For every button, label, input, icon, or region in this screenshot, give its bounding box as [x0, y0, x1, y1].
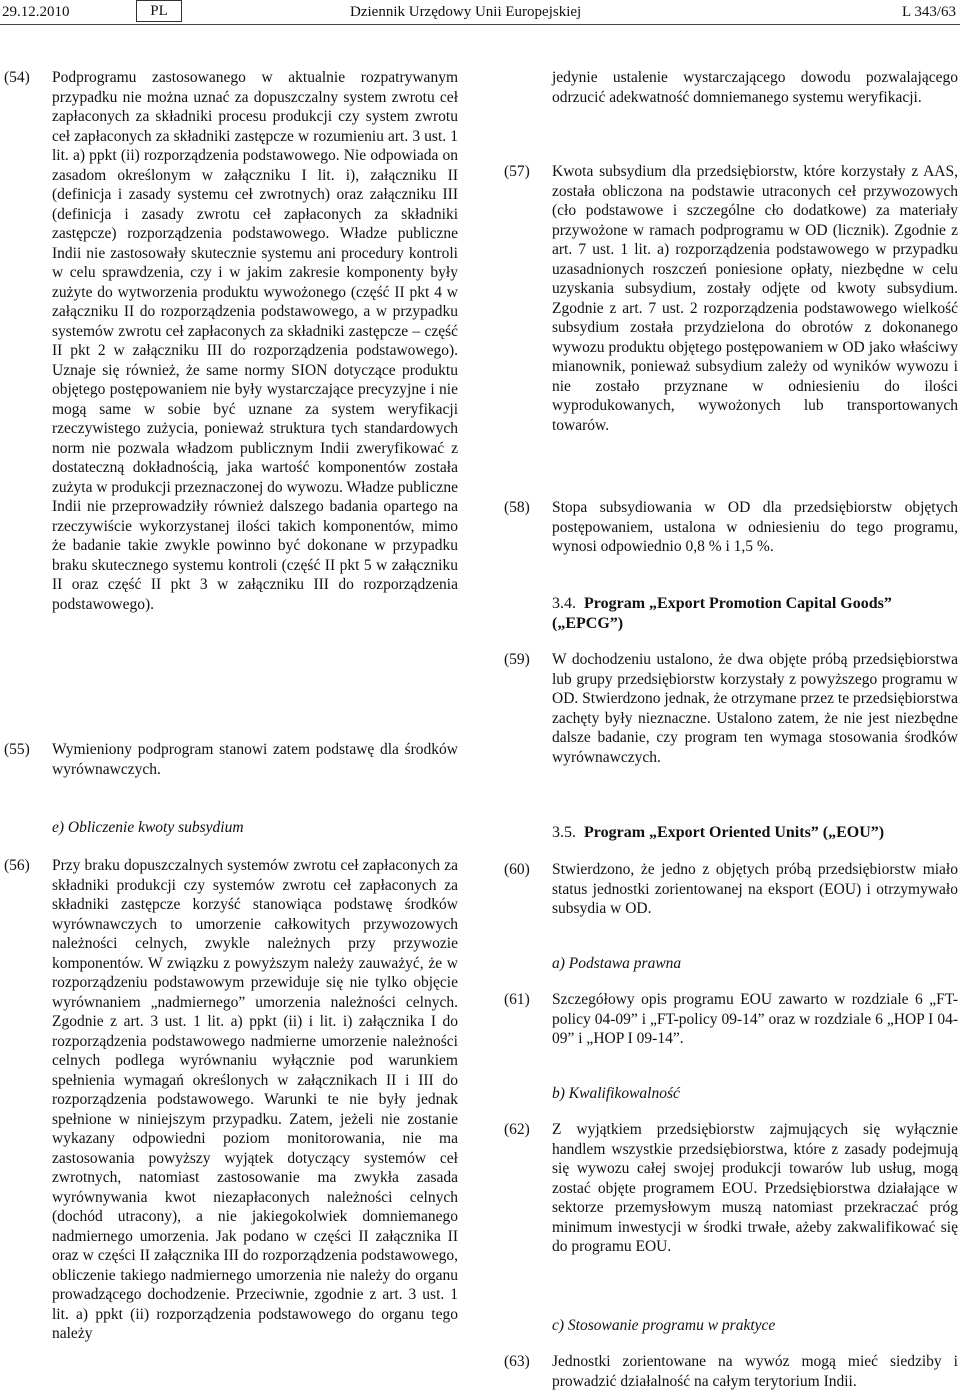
paragraph-number: (62): [504, 1121, 530, 1138]
subheading-calculation: e) Obliczenie kwoty subsydium: [52, 819, 244, 836]
paragraph-text: Stwierdzono, że jedno z objętych próbą przedsiębiorstw miało status jednostki zorientowanej na eksport (EOU) i otrzymywało subsydia w OD.: [552, 861, 958, 917]
paragraph-text: Przy braku dopuszczalnych systemów zwrotu ceł zapłaconych za składniki produkcji czy systemów zwrotu ceł zapłaconych za składniki zastępcze korzyść stanowiąca podstawę środków wyrównawczych to umorzenie całkowitych przywozowych należności celnych, zwykle należnych przy przywozie komponentów. W związku z powyższym należy zauważyć, że w rozporządzeniu podstawowym przewiduje się nie tylko objęcie wyrównaniem „nadmiernego” umorzenia należności celnych. Zgodnie z art. 3 ust. 1 lit. a) ppkt (ii) i lit. i) załącznika I do rozporządzenia podstawowego nadmierne umorzenie należności celnych podlega wyrównaniu wyłącznie pod warunkiem spełnienia wymagań określonych w załącznikach II i III do rozporządzenia podstawowego. Warunki te nie były jednak spełnione w niniejszym przypadku. Zatem, jeżeli nie zostanie wykazany odpowiedni poziom monitorowania, nie ma zastosowania powyższy wyjątek dotyczący systemów ceł zwrotnych, natomiast zastosowanie ma zwykła zasada wyrównywania kwot niezapłaconych należności celnych (dochód utracony), a nie jakiegokolwiek domniemanego nadmiernego umorzenia. Jak podano w części II załącznika II oraz w części II załącznika III do rozporządzenia podstawowego, obliczenie takiego nadmiernego umorzenia nie należy do organu prowadzącego dochodzenie. Przeciwnie, zgodnie z art. 3 ust. 1 lit. a) ppkt (ii) rozporządzenia podstawowego do organu tego należy: [52, 857, 458, 1342]
subheading-application: c) Stosowanie programu w praktyce: [552, 1317, 776, 1334]
paragraph-text: Z wyjątkiem przedsiębiorstw zajmujących się wyłącznie handlem wszystkie przedsiębiorstwa, które z zasady podejmują się wywozu całej swojej produkcji towarów lub usług, mogą zostać objęte programem EOU. Przedsiębiorstwa działające w sektorze przemysłowym muszą natomiast przekraczać próg minimum inwestycji w środki trwałe, ażeby zakwalifikować się do programu EOU.: [552, 1121, 958, 1255]
section-heading-3-5: 3.5. Program „Export Oriented Units” („EOU”): [552, 824, 885, 841]
paragraph-number: (63): [504, 1353, 530, 1370]
page-header: [0, 0, 960, 24]
language-badge: PL: [136, 0, 182, 22]
subheading-legal-basis: a) Podstawa prawna: [552, 955, 682, 972]
paragraph-text: Stopa subsydiowania w OD dla przedsiębiorstw objętych postępowaniem, ustalona w odniesieniu do tego programu, wynosi odpowiednio 0,8 % i 1,5 %.: [552, 499, 958, 555]
paragraph-text: jedynie ustalenie wystarczającego dowodu pozwalającego odrzucić adekwatność domniemanego systemu weryfikacji.: [552, 69, 958, 106]
paragraph-number: (56): [4, 857, 30, 874]
page-number: L 343/63: [901, 4, 956, 20]
header-divider: [0, 24, 960, 25]
paragraph-text: Jednostki zorientowane na wywóz mogą mieć siedziby i prowadzić działalność na całym terytorium Indii.: [552, 1353, 958, 1390]
paragraph-text: Wymieniony podprogram stanowi zatem podstawę dla środków wyrównawczych.: [52, 741, 458, 778]
paragraph-number: (60): [504, 861, 530, 878]
paragraph-number: (59): [504, 651, 530, 668]
paragraph-number: (55): [4, 741, 30, 758]
journal-title: Dziennik Urzędowy Unii Europejskiej: [350, 4, 582, 20]
paragraph-text: Kwota subsydium dla przedsiębiorstw, które korzystały z AAS, została obliczona na podstawie utraconych ceł przywozowych (cło podstawowe i szczególne cło dodatkowe) za materiały przywożone w ramach podprogramu w OD (licznik). Zgodnie z art. 7 ust. 1 lit. a) rozporządzenia podstawowego w przypadku uzasadnionych roszczeń poniesione opłaty, niezbędne w celu uzyskania subsydium, zostały odjęte od kwoty subsydium. Zgodnie z art. 7 ust. 2 rozporządzenia podstawowego wielkość subsydium została przydzielona do obrotów z dokonanego wywozu produktu objętego postępowaniem w OD jako właściwy mianownik, ponieważ subsydium zależy od wyników wywozu i nie zostało przyznane w odniesieniu do ilości wyprodukowanych, wywożonych lub transportowanych towarów.: [552, 163, 958, 434]
publication-date: 29.12.2010: [2, 4, 70, 20]
paragraph-number: (54): [4, 69, 30, 86]
paragraph-text: Podprogramu zastosowanego w aktualnie rozpatrywanym przypadku nie można uznać za dopuszczalny system zwrotu ceł zapłaconych za składniki procesu produkcji czy system zwrotu ceł zapłaconych za składniki zastępcze w rozumieniu art. 3 ust. 1 lit. a) ppkt (ii) rozporządzenia podstawowego. Nie odpowiada on zasadom określonym w załączniku I lit. i), załączniku II (definicja i zasady systemu ceł zwrotnych) oraz załączniku III (definicja i zasady zwrotu ceł zapłaconych za składniki zastępcze) rozporządzenia podstawowego. Władze publiczne Indii nie zastosowały skutecznie systemu ani procedury kontroli w celu sprawdzenia, czy i w jakim zakresie komponenty były zużyte do wytworzenia produktu wywożonego (część II pkt 4 w załączniku II do rozporządzenia podstawowego, a w przypadku systemów zwrotu ceł zapłaconych za składniki zastępcze – część II pkt 2 w załączniku III do rozporządzenia podstawowego). Uznaje się również, że same normy SION dotyczące produktu objętego postępowaniem nie były wystarczające precyzyjne i nie mogą same w sobie być uznane za system weryfikacji rzeczywistego zużycia, ponieważ struktura tych standardowych norm nie pozwala władzom publicznym Indii zweryfikować z dostateczną dokładnością, jaka wartość komponentów została zużyta w produkcji przeznaczonej do wywozu. Władze publiczne Indii nie przeprowadziły również dalszego badania opartego na rzeczywiście wykorzystanej ilości takich komponentów, mimo że badanie takie zwykle powinno być dokonane w przypadku braku skutecznego systemu kontroli (część II pkt 5 w załączniku II oraz część II pkt 3 w załączniku III do rozporządzenia podstawowego).: [52, 69, 458, 613]
paragraph-number: (57): [504, 163, 530, 180]
paragraph-number: (61): [504, 991, 530, 1008]
section-heading-3-4: 3.4. Program „Export Promotion Capital Goods” („EPCG”): [552, 595, 892, 632]
paragraph-text: Szczegółowy opis programu EOU zawarto w rozdziale 6 „FT-policy 04-09” i „FT-policy 09-14” oraz w rozdziale 6 „HOP I 04-09” i „HOP I 09-14”.: [552, 991, 958, 1047]
paragraph-text: W dochodzeniu ustalono, że dwa objęte próbą przedsiębiorstwa lub grupy przedsiębiorstw korzystały z powyższego programu w OD. Stwierdzono jednak, że otrzymane przez te przedsiębiorstwa zachęty były nieznaczne. Ustalono zatem, że nie jest niezbędne dalsze badanie, czy program ten wymaga stosowania środków wyrównawczych.: [552, 651, 958, 766]
paragraph-number: (58): [504, 499, 530, 516]
subheading-eligibility: b) Kwalifikowalność: [552, 1085, 680, 1102]
